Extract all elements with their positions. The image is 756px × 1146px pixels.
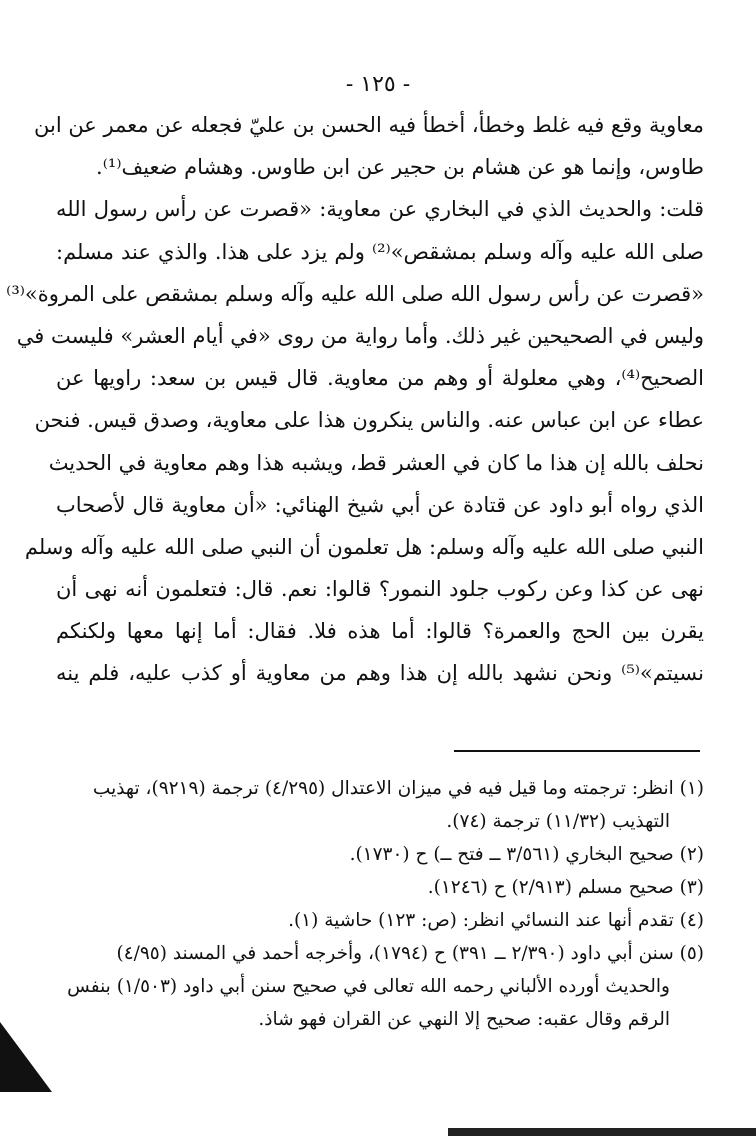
footnote-3: (٣) صحيح مسلم (٢/٩١٣) ح (١٢٤٦). — [427, 877, 704, 898]
footnote-5-continued: الرقم وقال عقبه: صحيح إلا النهي عن القران فهو شاذ. — [258, 1009, 670, 1030]
body-line: صلى الله عليه وآله وسلم بمشقص»⁽²⁾ ولم يزد على هذا. والذي عند مسلم: — [56, 239, 704, 264]
footnote-4: (٤) تقدم أنها عند النسائي انظر: (ص: ١٢٣) حاشية (١). — [288, 910, 704, 931]
footnote-1-continued: التهذيب (١١/٣٢) ترجمة (٧٤). — [446, 811, 670, 832]
body-line: نسيتم»⁽⁵⁾ ونحن نشهد بالله إن هذا وهم من معاوية أو كذب عليه، فلم ينه — [56, 661, 704, 686]
body-line: «قصرت عن رأس رسول الله صلى الله عليه وآله وسلم بمشقص على المروة»⁽³⁾ — [6, 281, 704, 306]
body-line: طاوس، وإنما هو عن هشام بن حجير عن ابن طاوس. وهشام ضعيف⁽¹⁾. — [96, 155, 704, 180]
body-line: الذي رواه أبو داود عن قتادة عن أبي شيخ الهنائي: «أن معاوية قال لأصحاب — [56, 492, 704, 517]
footnote-1: (١) انظر: ترجمته وما قيل فيه في ميزان الاعتدال (٤/٢٩٥) ترجمة (٩٢١٩)، تهذيب — [92, 778, 704, 799]
page-number: - ١٢٥ - — [345, 72, 411, 97]
body-line: يقرن بين الحج والعمرة؟ قالوا: أما هذه فلا. فقال: أما إنها معها ولكنكم — [56, 619, 704, 644]
body-line: وليس في الصحيحين غير ذلك. وأما رواية من روى «في أيام العشر» فليست في — [16, 323, 704, 348]
footnotes — [50, 772, 704, 1036]
footnote-5-continued: والحديث أورده الألباني رحمه الله تعالى في صحيح سنن أبي داود (١/٥٠٣) بنفس — [67, 976, 670, 997]
footnote-2: (٢) صحيح البخاري (٣/٥٦١ ــ فتح ــ) ح (١٧٣٠). — [349, 844, 704, 865]
footnote-separator — [454, 750, 700, 752]
scan-corner-shadow — [0, 1022, 52, 1092]
body-line: عطاء عن ابن عباس عنه. والناس ينكرون هذا على معاوية، وصدق قيس. فنحن — [34, 408, 704, 433]
body-line: نحلف بالله إن هذا ما كان في العشر قط، ويشبه هذا وهم معاوية في الحديث — [48, 450, 704, 475]
body-line: قلت: والحديث الذي في البخاري عن معاوية: «قصرت عن رأس رسول الله — [56, 197, 704, 222]
body-line: النبي صلى الله عليه وآله وسلم: هل تعلمون أن النبي صلى الله عليه وآله وسلم — [24, 534, 704, 559]
body-line: معاوية وقع فيه غلط وخطأ، أخطأ فيه الحسن بن عليّ فجعله عن معمر عن ابن — [33, 113, 704, 137]
scan-bottom-edge — [448, 1128, 756, 1136]
footnote-5: (٥) سنن أبي داود (٢/٣٩٠ ــ ٣٩١) ح (١٧٩٤)، وأخرجه أحمد في المسند (٤/٩٥) — [116, 943, 704, 964]
body-line: نهى عن كذا وعن ركوب جلود النمور؟ قالوا: نعم. قال: فتعلمون أنه نهى أن — [56, 577, 704, 602]
body-text — [6, 104, 704, 695]
body-line: الصحيح⁽⁴⁾، وهي معلولة أو وهم من معاوية. قال قيس بن سعد: راويها عن — [56, 366, 704, 391]
